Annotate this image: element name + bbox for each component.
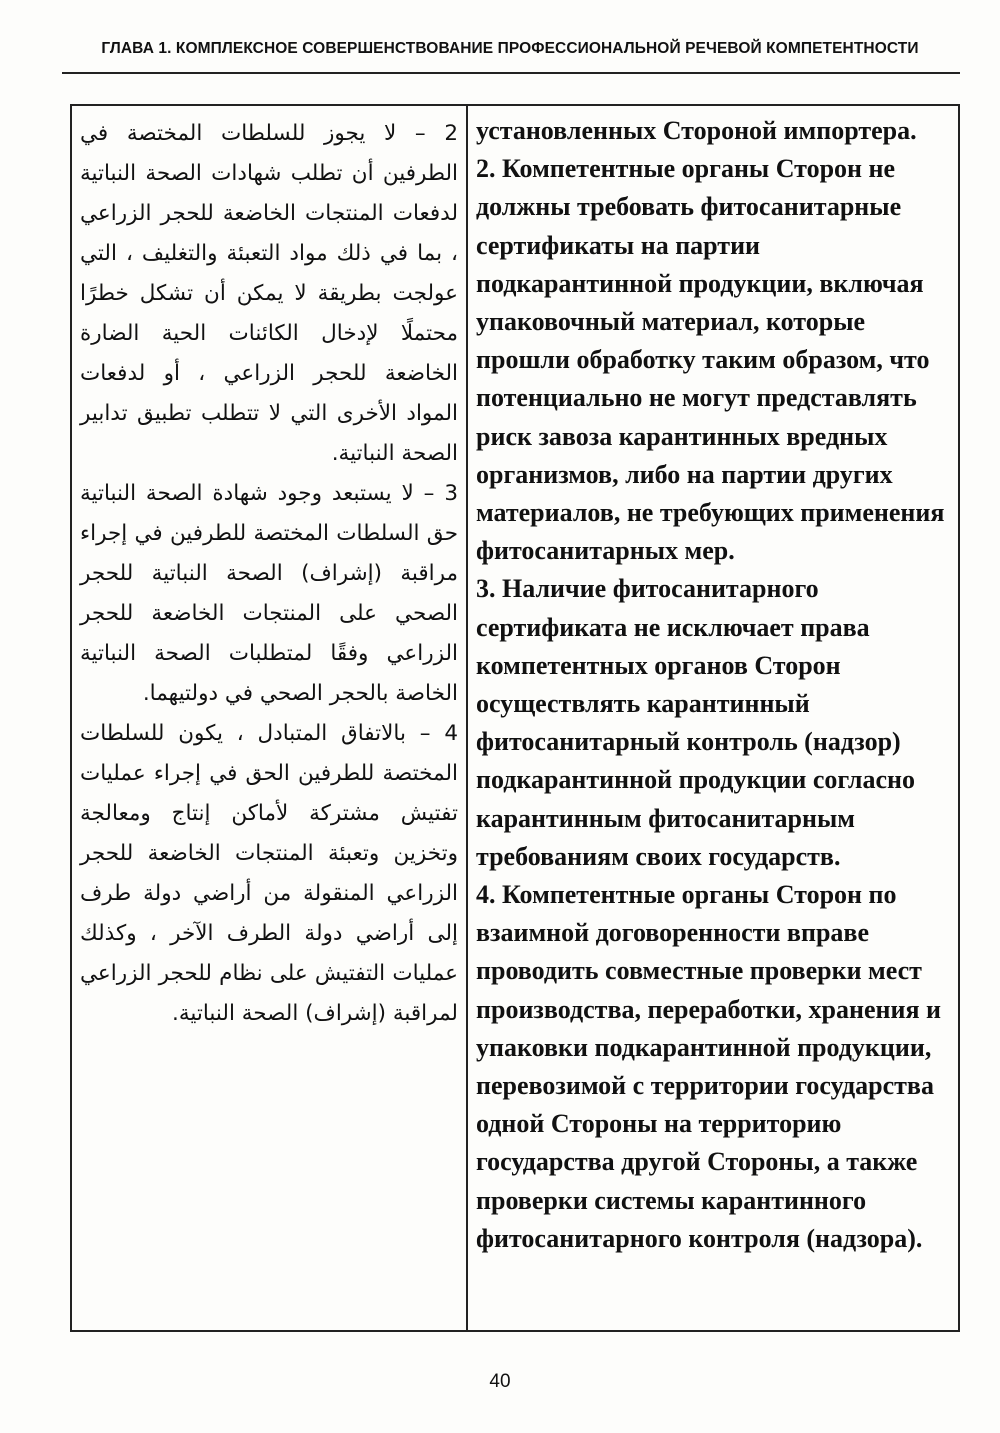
- arabic-paragraph-2: 2 – لا يجوز للسلطات المختصة في الطرفين أن تطلب شهادات الصحة النباتية لدفعات المنتجات الخاضعة للحجر الزراعي ، بما في ذلك مواد التعبئة والتغليف ، التي عولجت بطريقة لا يمكن أن تشكل خطرًا محتملًا لإدخال الكائنات الحية الضارة الخاضعة للحجر الزراعي ، أو لدفعات المواد الأخرى التي لا تتطلب تطبيق تدابير الصحة النباتية.: [80, 121, 458, 466]
- column-divider: [466, 106, 468, 1330]
- running-title: ГЛАВА 1. КОМПЛЕКСНОЕ СОВЕРШЕНСТВОВАНИЕ ПРОФЕССИОНАЛЬНОЙ РЕЧЕВОЙ КОМПЕТЕНТНОСТИ: [101, 40, 919, 57]
- header-rule: [62, 72, 960, 74]
- arabic-column: [80, 114, 458, 1034]
- russian-paragraph-4: 4. Компетентные органы Сторон по взаимной договоренности вправе проводить совместные проверки мест производства, переработки, хранения и упаковки подкарантинной продукции, перевозимой с территории государства одной Стороны на территорию государства другой Стороны, а также проверки системы карантинного фитосанитарного контроля (надзора).: [476, 880, 942, 1253]
- russian-column: [476, 112, 958, 1258]
- bilingual-table: [70, 104, 960, 1332]
- russian-paragraph-2: 2. Компетентные органы Сторон не должны требовать фитосанитарные сертификаты на партии подкарантинной продукции, включая упаковочный материал, которые прошли обработку таким образом, что потенциально не могут представлять риск завоза карантинных вредных организмов, либо на партии других материалов, не требующих применения фитосанитарных мер.: [476, 154, 945, 566]
- arabic-paragraph-4: 4 – بالاتفاق المتبادل ، يكون للسلطات المختصة للطرفين الحق في إجراء عمليات تفتيش مشتركة لأماكن إنتاج ومعالجة وتخزين وتعبئة المنتجات الخاضعة للحجر الزراعي المنقولة من أراضي دولة طرف إلى أراضي دولة الطرف الآخر ، وكذلك عمليات التفتيش على نظام للحجر الزراعي لمراقبة (إشراف) الصحة النباتية.: [80, 721, 458, 1026]
- page-number: 40: [489, 1371, 511, 1392]
- russian-paragraph-continued: установленных Стороной импортера.: [476, 116, 917, 145]
- russian-paragraph-3: 3. Наличие фитосанитарного сертификата не исключает права компетентных органов Сторон осуществлять карантинный фитосанитарный контроль (надзор) подкарантинной продукции согласно карантинным фитосанитарным требованиям своих государств.: [476, 574, 916, 871]
- arabic-paragraph-3: 3 – لا يستبعد وجود شهادة الصحة النباتية حق السلطات المختصة للطرفين في إجراء مراقبة (إشراف) الصحة النباتية للحجر الصحي على المنتجات الخاضعة للحجر الزراعي وفقًا لمتطلبات الصحة النباتية الخاصة بالحجر الصحي في دولتيهما.: [80, 481, 458, 706]
